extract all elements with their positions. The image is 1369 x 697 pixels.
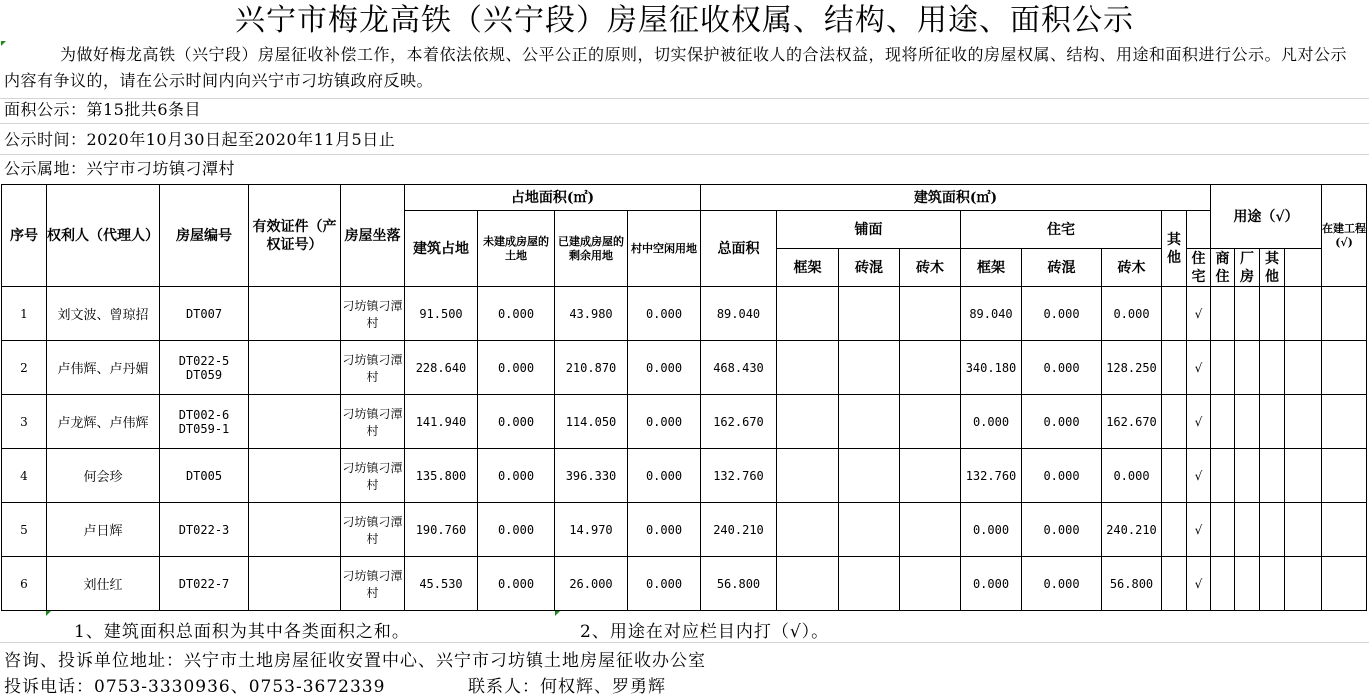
header-build-area: 建筑面积(㎡) (701, 185, 1211, 211)
cell-use-res: √ (1187, 341, 1211, 395)
cell-res-bw: 56.800 (1102, 557, 1162, 611)
cell-built-land: 190.760 (405, 503, 478, 557)
header-seq: 序号 (2, 185, 47, 287)
cell-shop-frame (777, 449, 839, 503)
cell-unbuilt-land: 0.000 (478, 557, 555, 611)
cell-built-remain: 14.970 (555, 503, 628, 557)
divider (0, 154, 1369, 155)
header-use-other: 其他 (1260, 249, 1285, 287)
cell-res-bw: 162.670 (1102, 395, 1162, 449)
cell-res-bw: 128.250 (1102, 341, 1162, 395)
intro-paragraph: 为做好梅龙高铁（兴宁段）房屋征收补偿工作，本着依法依规、公平公正的原则，切实保护被征收人的合法权益，现将所征收的房屋权属、结构、用途和面积进行公示。凡对公示内容有争议的，请在公示时间内向兴宁市刁坊镇政府反映。 (4, 45, 1348, 90)
cell-seq: 2 (2, 341, 47, 395)
cell-house-no: DT022-7 (160, 557, 249, 611)
divider (0, 642, 1369, 643)
cell-use-other (1260, 341, 1285, 395)
cell-village-idle: 0.000 (628, 449, 701, 503)
cell-shop-bc (839, 341, 900, 395)
cell-seq: 5 (2, 503, 47, 557)
cell-shop-bw (900, 395, 961, 449)
cell-total-area: 468.430 (701, 341, 777, 395)
cell-res-frame: 0.000 (961, 557, 1022, 611)
cell-owner: 卢伟辉、卢丹媚 (47, 341, 160, 395)
cell-built-remain: 26.000 (555, 557, 628, 611)
cell-use-res: √ (1187, 287, 1211, 341)
cell-use-other (1260, 395, 1285, 449)
cell-village-idle: 0.000 (628, 341, 701, 395)
cell-site: 刁坊镇刁潭村 (341, 341, 405, 395)
cell-seq: 3 (2, 395, 47, 449)
cell-in-construction (1285, 395, 1322, 449)
cell-remark (1322, 395, 1367, 449)
cell-res-bw: 240.210 (1102, 503, 1162, 557)
cell-remark (1322, 287, 1367, 341)
table-row (2, 287, 1367, 341)
cell-shop-bw (900, 341, 961, 395)
header-res-brick-wood: 砖木 (1102, 249, 1162, 287)
cell-shop-bw (900, 449, 961, 503)
cell-use-factory (1235, 449, 1260, 503)
cell-built-remain: 114.050 (555, 395, 628, 449)
footer-address: 咨询、投诉单位地址：兴宁市土地房屋征收安置中心、兴宁市刁坊镇土地房屋征收办公室 (4, 651, 706, 671)
page-title: 兴宁市梅龙高铁（兴宁段）房屋征收权属、结构、用途、面积公示 (235, 3, 1134, 38)
header-owner: 权利人（代理人） (47, 185, 160, 287)
batch-info: 面积公示：第15批共6条目 (4, 100, 202, 119)
cell-in-construction (1285, 557, 1322, 611)
cell-res-bw: 0.000 (1102, 449, 1162, 503)
cell-house-no: DT007 (160, 287, 249, 341)
cell-shop-bc (839, 503, 900, 557)
cell-remark (1322, 341, 1367, 395)
cell-res-bw: 0.000 (1102, 287, 1162, 341)
table-row (2, 557, 1367, 611)
cell-res-bc: 0.000 (1022, 557, 1102, 611)
cell-use-res: √ (1187, 503, 1211, 557)
cell-shop-bc (839, 287, 900, 341)
table-row (2, 503, 1367, 557)
cell-res-frame: 132.760 (961, 449, 1022, 503)
cell-other (1162, 503, 1187, 557)
header-shop-brick-wood: 砖木 (900, 249, 961, 287)
cell-use-factory (1235, 395, 1260, 449)
cell-other (1162, 395, 1187, 449)
cell-use-com (1211, 395, 1235, 449)
cell-res-bc: 0.000 (1022, 341, 1102, 395)
note-2: 2、用途在对应栏目内打（√）。 (580, 622, 830, 642)
cell-unbuilt-land: 0.000 (478, 287, 555, 341)
period-info: 公示时间：2020年10月30日起至2020年11月5日止 (4, 130, 396, 149)
cell-other (1162, 341, 1187, 395)
cell-seq: 1 (2, 287, 47, 341)
cell-shop-bc (839, 395, 900, 449)
cell-use-res: √ (1187, 557, 1211, 611)
cell-res-frame: 340.180 (961, 341, 1022, 395)
cell-remark (1322, 449, 1367, 503)
cell-use-factory (1235, 557, 1260, 611)
cell-shop-bc (839, 557, 900, 611)
cell-house-no: DT022-5 DT059 (160, 341, 249, 395)
cell-shop-frame (777, 287, 839, 341)
cell-use-com (1211, 503, 1235, 557)
cell-use-other (1260, 557, 1285, 611)
cell-total-area: 162.670 (701, 395, 777, 449)
cell-shop-frame (777, 341, 839, 395)
header-unbuilt-land: 未建成房屋的土地 (478, 211, 555, 287)
cell-in-construction (1285, 503, 1322, 557)
header-shop-frame: 框架 (777, 249, 839, 287)
cell-house-no: DT022-3 (160, 503, 249, 557)
header-shop: 铺面 (777, 211, 961, 249)
cell-site: 刁坊镇刁潭村 (341, 503, 405, 557)
cell-shop-bw (900, 287, 961, 341)
cell-res-bc: 0.000 (1022, 287, 1102, 341)
cell-res-bc: 0.000 (1022, 503, 1102, 557)
header-house-no: 房屋编号 (160, 185, 249, 287)
header-other: 其他 (1162, 211, 1187, 287)
cell-village-idle: 0.000 (628, 287, 701, 341)
cell-built-land: 228.640 (405, 341, 478, 395)
cell-res-bc: 0.000 (1022, 449, 1102, 503)
cell-other (1162, 287, 1187, 341)
cell-comment-marker (555, 611, 560, 616)
header-res-frame: 框架 (961, 249, 1022, 287)
cell-comment-marker (46, 611, 51, 616)
header-res-brick-concrete: 砖混 (1022, 249, 1102, 287)
cell-in-construction (1285, 449, 1322, 503)
cell-seq: 4 (2, 449, 47, 503)
cell-seq: 6 (2, 557, 47, 611)
cell-built-land: 91.500 (405, 287, 478, 341)
cell-res-frame: 0.000 (961, 395, 1022, 449)
cell-built-land: 141.940 (405, 395, 478, 449)
cell-use-other (1260, 503, 1285, 557)
cell-use-factory (1235, 341, 1260, 395)
cell-use-com (1211, 341, 1235, 395)
cell-unbuilt-land: 0.000 (478, 341, 555, 395)
cell-owner: 卢龙辉、卢伟辉 (47, 395, 160, 449)
cell-use-com (1211, 557, 1235, 611)
cell-village-idle: 0.000 (628, 395, 701, 449)
cell-use-factory (1235, 287, 1260, 341)
location-info: 公示属地：兴宁市刁坊镇刁潭村 (4, 159, 236, 178)
table-body (2, 287, 1367, 611)
cell-shop-frame (777, 503, 839, 557)
cell-use-res: √ (1187, 395, 1211, 449)
cell-remark (1322, 503, 1367, 557)
table-row (2, 341, 1367, 395)
header-land-area: 占地面积(㎡) (405, 185, 701, 211)
cell-built-remain: 210.870 (555, 341, 628, 395)
expropriation-table (1, 184, 1367, 611)
cell-cert (249, 341, 341, 395)
cell-built-remain: 43.980 (555, 287, 628, 341)
cell-res-frame: 0.000 (961, 503, 1022, 557)
cell-in-construction (1285, 287, 1322, 341)
cell-village-idle: 0.000 (628, 557, 701, 611)
cell-total-area: 89.040 (701, 287, 777, 341)
note-1: 1、建筑面积总面积为其中各类面积之和。 (74, 622, 410, 642)
cell-res-bc: 0.000 (1022, 395, 1102, 449)
header-use-factory: 厂房 (1235, 249, 1260, 287)
cell-cert (249, 395, 341, 449)
footer-contact: 联系人：何权辉、罗勇辉 (468, 677, 666, 697)
header-built-remain: 已建成房屋的剩余用地 (555, 211, 628, 287)
cell-shop-frame (777, 557, 839, 611)
cell-shop-bw (900, 557, 961, 611)
cell-unbuilt-land: 0.000 (478, 395, 555, 449)
header-site: 房屋坐落 (341, 185, 405, 287)
cell-other (1162, 557, 1187, 611)
cell-unbuilt-land: 0.000 (478, 449, 555, 503)
cell-shop-bw (900, 503, 961, 557)
table-row (2, 395, 1367, 449)
cell-owner: 何会珍 (47, 449, 160, 503)
cell-cert (249, 503, 341, 557)
header-cert: 有效证件（产权证号） (249, 185, 341, 287)
footer-phone: 投诉电话：0753-3330936、0753-3672339 (4, 677, 386, 697)
cell-cert (249, 287, 341, 341)
cell-in-construction (1285, 341, 1322, 395)
cell-village-idle: 0.000 (628, 503, 701, 557)
cell-shop-bc (839, 449, 900, 503)
cell-use-com (1211, 449, 1235, 503)
cell-site: 刁坊镇刁潭村 (341, 557, 405, 611)
header-total-area: 总面积 (701, 211, 777, 287)
cell-use-other (1260, 449, 1285, 503)
cell-use-factory (1235, 503, 1260, 557)
cell-other (1162, 449, 1187, 503)
header-village-idle: 村中空闲用地 (628, 211, 701, 287)
header-use-commercial: 商住 (1211, 249, 1235, 287)
cell-total-area: 240.210 (701, 503, 777, 557)
cell-built-land: 135.800 (405, 449, 478, 503)
header-use: 用途（√） (1211, 185, 1322, 249)
cell-unbuilt-land: 0.000 (478, 503, 555, 557)
cell-site: 刁坊镇刁潭村 (341, 449, 405, 503)
cell-total-area: 132.760 (701, 449, 777, 503)
cell-owner: 卢日辉 (47, 503, 160, 557)
cell-house-no: DT005 (160, 449, 249, 503)
cell-shop-frame (777, 395, 839, 449)
cell-owner: 刘仕红 (47, 557, 160, 611)
cell-total-area: 56.800 (701, 557, 777, 611)
cell-site: 刁坊镇刁潭村 (341, 287, 405, 341)
header-residence: 住宅 (961, 211, 1162, 249)
cell-cert (249, 449, 341, 503)
cell-remark (1322, 557, 1367, 611)
cell-use-com (1211, 287, 1235, 341)
cell-house-no: DT002-6 DT059-1 (160, 395, 249, 449)
cell-built-land: 45.530 (405, 557, 478, 611)
cell-cert (249, 557, 341, 611)
table-row (2, 449, 1367, 503)
cell-owner: 刘文波、曾琼招 (47, 287, 160, 341)
cell-site: 刁坊镇刁潭村 (341, 395, 405, 449)
header-use-residence: 住宅 (1187, 249, 1211, 287)
header-built-land: 建筑占地 (405, 211, 478, 287)
divider (0, 123, 1369, 124)
cell-built-remain: 396.330 (555, 449, 628, 503)
cell-res-frame: 89.040 (961, 287, 1022, 341)
header-in-construction: 在建工程(√) (1322, 185, 1367, 287)
cell-use-other (1260, 287, 1285, 341)
divider (0, 98, 1369, 99)
header-shop-brick-concrete: 砖混 (839, 249, 900, 287)
cell-use-res: √ (1187, 449, 1211, 503)
